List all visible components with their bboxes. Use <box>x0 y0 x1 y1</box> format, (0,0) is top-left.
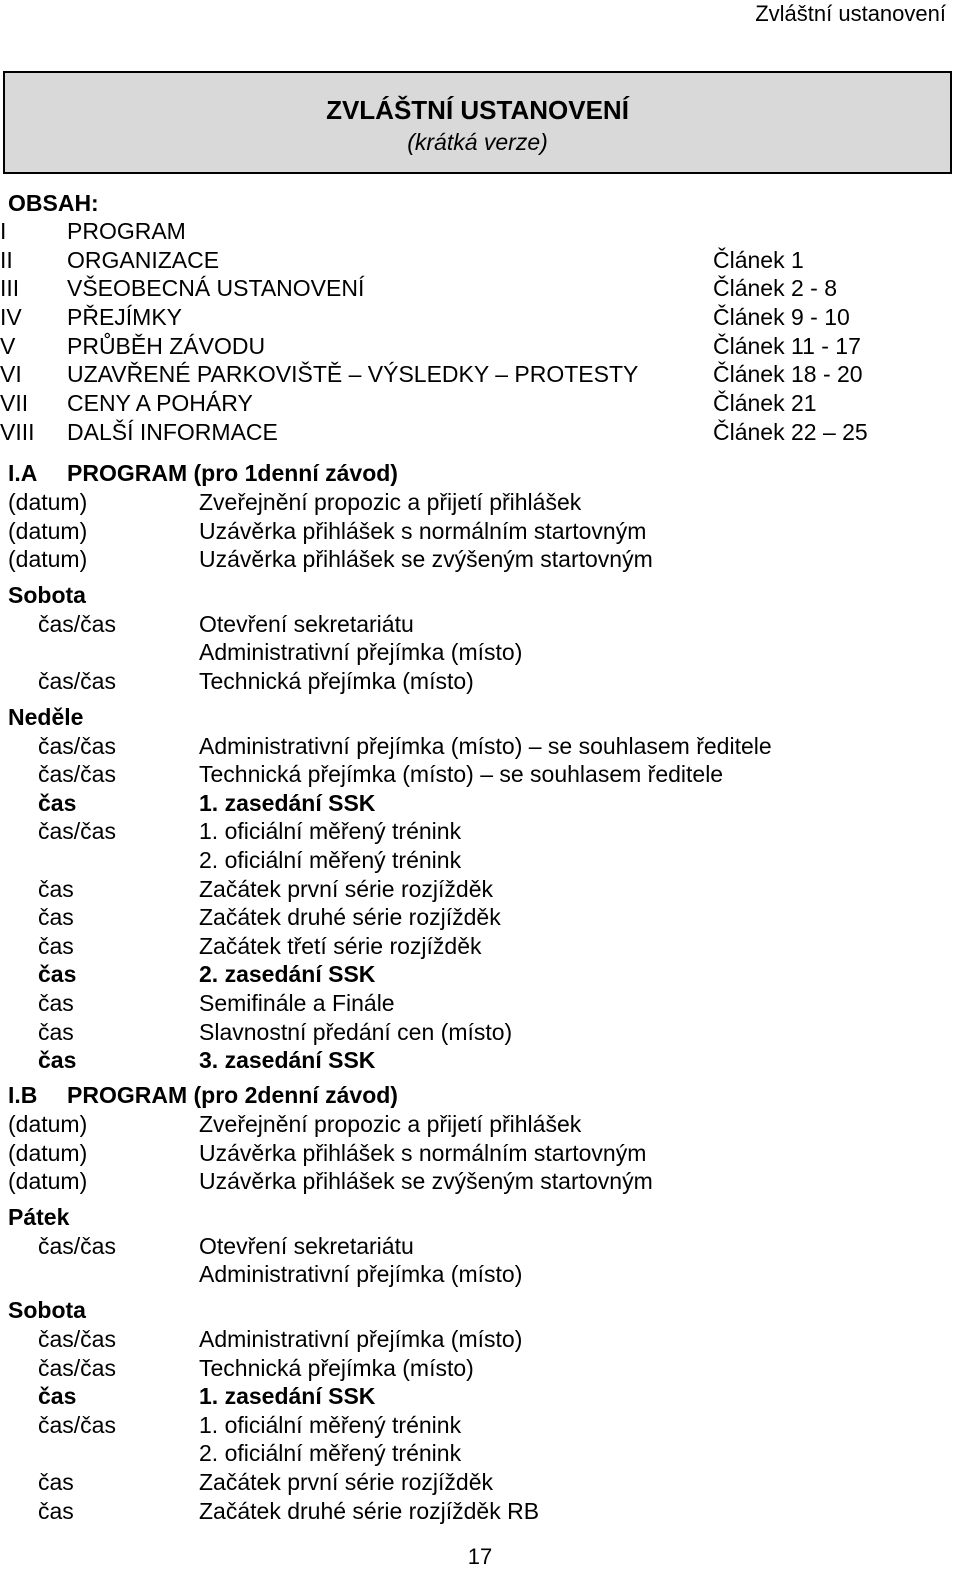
schedule-time: čas <box>38 1018 74 1045</box>
toc-item-reference: Článek 22 – 25 <box>713 418 868 445</box>
schedule-time: čas <box>38 789 77 816</box>
schedule-row <box>8 1354 474 1383</box>
schedule-row <box>8 1497 540 1526</box>
schedule-event: Zveřejnění propozic a přijetí přihlášek <box>199 1111 582 1137</box>
schedule-row <box>8 638 523 667</box>
schedule-time: čas/čas <box>38 1232 116 1259</box>
schedule-row <box>8 545 653 574</box>
toc-item-name: PROGRAM <box>67 218 186 244</box>
toc-item <box>0 389 817 418</box>
schedule-row <box>8 1411 462 1440</box>
schedule-event: Administrativní přejímka (místo) <box>199 1325 523 1352</box>
table-of-contents <box>0 189 868 447</box>
schedule-time: čas <box>38 932 74 959</box>
program-b-body <box>8 1110 653 1525</box>
schedule-time: čas <box>38 1383 77 1410</box>
schedule-time: čas/čas <box>38 1354 116 1381</box>
schedule-date: (datum) <box>8 546 88 573</box>
toc-item-name: UZAVŘENÉ PARKOVIŠTĚ – VÝSLEDKY – PROTESTY <box>67 361 639 388</box>
schedule-row <box>8 1139 647 1168</box>
schedule-row <box>8 488 582 517</box>
toc-item-number: IV <box>0 304 22 331</box>
schedule-date: (datum) <box>8 1139 88 1166</box>
program-b-title: PROGRAM (pro 2denní závod) <box>67 1082 398 1108</box>
schedule-event: 3. zasedání SSK <box>199 1047 376 1074</box>
schedule-event: 1. zasedání SSK <box>199 789 376 816</box>
schedule-event: Začátek druhé série rozjížděk <box>199 904 501 931</box>
program-b-code: I.B <box>8 1082 38 1108</box>
schedule-event: 2. oficiální měřený trénink <box>199 846 462 873</box>
schedule-event: Uzávěrka přihlášek se zvýšeným startovným <box>199 1168 653 1195</box>
toc-item <box>0 418 868 447</box>
toc-item-number: II <box>0 246 13 273</box>
toc-item-number: VII <box>0 390 29 417</box>
toc-item-name: VŠEOBECNÁ USTANOVENÍ <box>67 275 365 302</box>
schedule-time: čas <box>38 1497 74 1524</box>
running-header: Zvláštní ustanovení <box>755 1 946 26</box>
schedule-time: čas/čas <box>38 1411 116 1438</box>
schedule-time: čas/čas <box>38 818 116 845</box>
schedule-event: 1. zasedání SSK <box>199 1383 376 1410</box>
schedule-row <box>8 1046 376 1075</box>
toc-item-reference: Článek 11 - 17 <box>713 332 861 359</box>
program-a-heading <box>8 458 398 488</box>
toc-item-number: V <box>0 332 16 359</box>
toc-item-number: VI <box>0 361 22 388</box>
toc-list <box>0 217 868 447</box>
schedule-row <box>8 932 482 961</box>
toc-item <box>0 360 863 389</box>
schedule-time: čas <box>38 875 74 902</box>
title-box <box>3 71 952 174</box>
program-b <box>8 1080 653 1525</box>
schedule-event: Slavnostní předání cen (místo) <box>199 1018 513 1045</box>
schedule-row <box>8 960 376 989</box>
schedule-time: čas <box>38 1468 74 1495</box>
program-b-heading <box>8 1080 398 1110</box>
schedule-event: Začátek třetí série rozjížděk <box>199 932 482 959</box>
schedule-date: (datum) <box>8 489 88 515</box>
schedule-row <box>8 789 376 818</box>
program-a-title: PROGRAM (pro 1denní závod) <box>67 460 398 486</box>
schedule-event: 2. zasedání SSK <box>199 961 376 988</box>
toc-item <box>0 332 861 361</box>
toc-item-number: I <box>0 218 7 244</box>
schedule-time: čas <box>38 961 77 988</box>
toc-item-number: VIII <box>0 418 35 445</box>
toc-item <box>0 274 838 303</box>
schedule-date: (datum) <box>8 517 88 544</box>
schedule-event: Začátek první série rozjížděk <box>199 1468 494 1495</box>
schedule-event: Začátek první série rozjížděk <box>199 875 494 902</box>
schedule-row <box>8 903 501 932</box>
schedule-row <box>8 1382 376 1411</box>
schedule-event: Semifinále a Finále <box>199 989 395 1016</box>
toc-item <box>0 217 186 246</box>
schedule-time: čas/čas <box>38 667 116 694</box>
schedule-event: Začátek druhé série rozjížděk RB <box>199 1497 540 1524</box>
schedule-row <box>8 1439 462 1468</box>
schedule-row <box>8 1325 523 1354</box>
document-subtitle: (krátká verze) <box>407 129 548 155</box>
schedule-event: Uzávěrka přihlášek s normálním startovným <box>199 1139 647 1166</box>
schedule-event: Zveřejnění propozic a přijetí přihlášek <box>199 489 582 515</box>
schedule-row <box>8 817 462 846</box>
schedule-row <box>8 1232 414 1261</box>
schedule-row <box>8 667 474 696</box>
schedule-event: 2. oficiální měřený trénink <box>199 1440 462 1467</box>
day-heading: Pátek <box>8 1203 70 1230</box>
toc-item-reference: Článek 18 - 20 <box>713 361 863 388</box>
toc-item-name: ORGANIZACE <box>67 246 220 273</box>
schedule-event: Uzávěrka přihlášek s normálním startovným <box>199 517 647 544</box>
day-heading: Sobota <box>8 1296 86 1323</box>
schedule-row <box>8 517 647 546</box>
day-heading: Neděle <box>8 703 84 730</box>
toc-item-name: DALŠÍ INFORMACE <box>67 418 278 445</box>
schedule-row <box>8 1110 582 1139</box>
document-title: ZVLÁŠTNÍ USTANOVENÍ <box>326 95 629 125</box>
schedule-event: Administrativní přejímka (místo) <box>199 1261 523 1288</box>
toc-heading: OBSAH: <box>8 190 99 216</box>
schedule-time: čas/čas <box>38 732 116 759</box>
schedule-time: čas <box>38 904 74 931</box>
schedule-row <box>8 875 494 904</box>
program-a <box>8 458 772 1075</box>
schedule-row <box>8 1018 513 1047</box>
schedule-event: Administrativní přejímka (místo) <box>199 639 523 666</box>
schedule-row <box>8 610 414 639</box>
schedule-row <box>8 732 772 761</box>
program-a-body <box>8 488 772 1075</box>
toc-item-reference: Článek 9 - 10 <box>713 304 850 331</box>
schedule-event: Uzávěrka přihlášek se zvýšeným startovným <box>199 546 653 573</box>
schedule-time: čas/čas <box>38 1325 116 1352</box>
schedule-date: (datum) <box>8 1111 88 1137</box>
toc-item-name: PRŮBĚH ZÁVODU <box>67 332 266 359</box>
program-a-code: I.A <box>8 460 38 486</box>
toc-item <box>0 246 804 275</box>
schedule-event: Administrativní přejímka (místo) – se souhlasem ředitele <box>199 732 772 759</box>
schedule-event: Technická přejímka (místo) <box>199 1354 474 1381</box>
page-number: 17 <box>467 1544 493 1569</box>
schedule-event: Otevření sekretariátu <box>199 610 414 637</box>
schedule-time: čas <box>38 989 74 1016</box>
day-heading: Sobota <box>8 581 86 608</box>
schedule-time: čas <box>38 1047 77 1074</box>
schedule-time: čas/čas <box>38 610 116 637</box>
toc-item-name: CENY A POHÁRY <box>67 390 253 417</box>
schedule-event: Technická přejímka (místo) – se souhlasem ředitele <box>199 761 724 788</box>
toc-item-reference: Článek 2 - 8 <box>713 275 838 302</box>
schedule-event: 1. oficiální měřený trénink <box>199 818 462 845</box>
schedule-row <box>8 1468 494 1497</box>
schedule-row <box>8 760 724 789</box>
schedule-event: 1. oficiální měřený trénink <box>199 1411 462 1438</box>
schedule-row <box>8 1167 653 1196</box>
schedule-row <box>8 989 395 1018</box>
toc-item-reference: Článek 21 <box>713 390 817 417</box>
toc-item <box>0 303 850 332</box>
schedule-row <box>8 1260 523 1289</box>
schedule-date: (datum) <box>8 1168 88 1195</box>
toc-item-number: III <box>0 275 20 302</box>
toc-item-name: PŘEJÍMKY <box>67 304 183 331</box>
schedule-time: čas/čas <box>38 761 116 788</box>
schedule-row <box>8 846 462 875</box>
schedule-event: Technická přejímka (místo) <box>199 667 474 694</box>
toc-item-reference: Článek 1 <box>713 246 804 273</box>
schedule-event: Otevření sekretariátu <box>199 1232 414 1259</box>
